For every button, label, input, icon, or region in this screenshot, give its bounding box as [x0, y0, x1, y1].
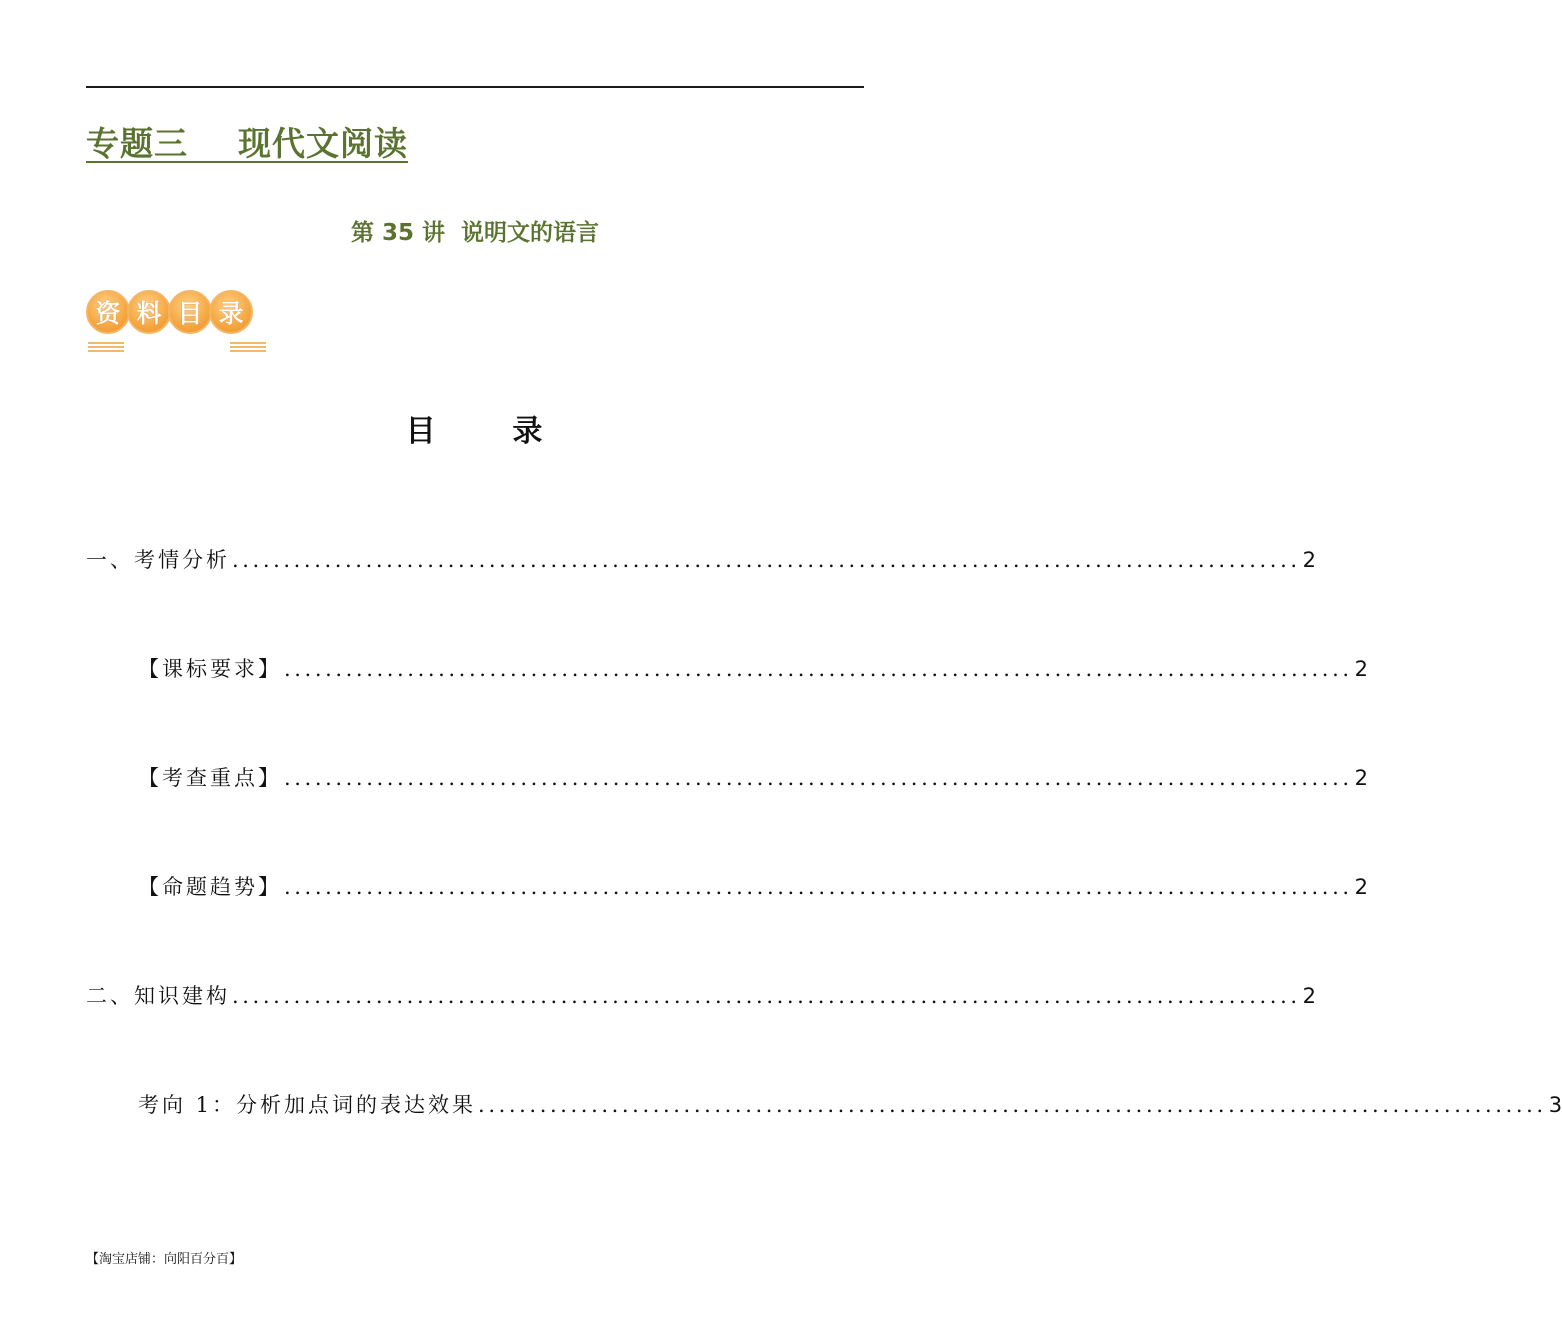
badge-char-4: 录 — [209, 290, 253, 334]
toc-entry[interactable] — [86, 544, 1317, 574]
toc-heading: 目 录 — [405, 414, 545, 449]
materials-contents-badge — [86, 290, 276, 356]
badge-char-1: 资 — [86, 290, 130, 334]
toc-entry-label: 【课标要求】 — [138, 657, 282, 681]
toc-entry-label: 一、考情分析 — [86, 548, 230, 572]
toc-entry[interactable] — [138, 1089, 1562, 1119]
toc-entry[interactable] — [138, 871, 1369, 901]
toc-leader-dots: ........................................................................................................ — [232, 984, 1301, 1008]
toc-entry[interactable] — [86, 980, 1317, 1010]
badge-decor-lines-right — [230, 342, 266, 352]
badge-decor-lines-left — [88, 342, 124, 352]
toc-entry-label: 【考查重点】 — [138, 766, 282, 790]
toc-leader-dots: ........................................................................................................ — [284, 766, 1353, 790]
badge-char-3: 目 — [168, 290, 212, 334]
toc-leader-dots: ........................................................................................................ — [478, 1093, 1547, 1117]
topic-title: 专题三 现代文阅读 — [86, 124, 408, 163]
header-rule — [86, 86, 864, 88]
toc-entry-page: 3 — [1548, 1093, 1562, 1117]
toc-entry[interactable] — [138, 653, 1369, 683]
toc-entry-label: 【命题趋势】 — [138, 875, 282, 899]
badge-char-2: 料 — [127, 290, 171, 334]
toc-entry-label: 二、知识建构 — [86, 984, 230, 1008]
toc-leader-dots: ........................................................................................................ — [284, 875, 1353, 899]
toc-entry-page: 2 — [1302, 548, 1317, 572]
toc-entry[interactable] — [138, 762, 1369, 792]
toc-entry-page: 2 — [1354, 766, 1369, 790]
toc-entry-page: 2 — [1354, 657, 1369, 681]
toc-entry-page: 2 — [1354, 875, 1369, 899]
footer-shop-note: 【淘宝店铺：向阳百分百】 — [86, 1252, 243, 1267]
toc-entry-label: 考向 1：分析加点词的表达效果 — [138, 1093, 477, 1117]
toc-leader-dots: ........................................................................................................ — [284, 657, 1353, 681]
toc-leader-dots: ........................................................................................................ — [232, 548, 1301, 572]
lecture-title: 第 35 讲 说明文的语言 — [350, 220, 600, 246]
toc-entry-page: 2 — [1302, 984, 1317, 1008]
